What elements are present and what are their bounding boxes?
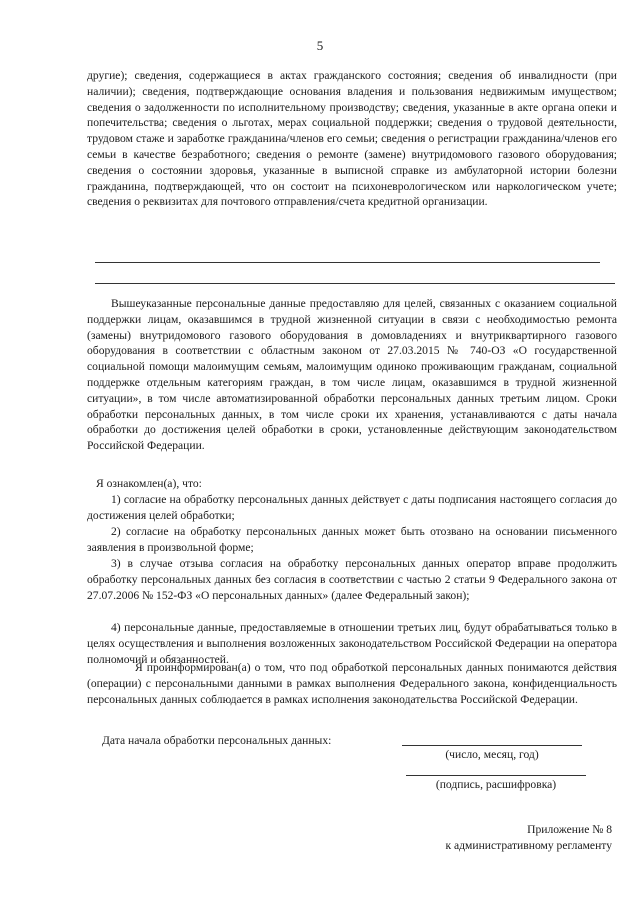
acknowledgement-item-1: 1) согласие на обработку персональных данных действует с даты подписания настоящего согласия до достижения целей обработки; <box>87 493 617 522</box>
acknowledgement-item-4: 4) персональные данные, предоставляемые в отношении третьих лиц, будут обрабатываться только в целях осуществления и выполнения возложенных законодательством Российской Федерации на оператора полномочий и обязанностей. <box>87 621 617 666</box>
informed-statement: Я проинформирован(а) о том, что под обработкой персональных данных понимаются действия (операции) с персональными данными в рамках выполнения Федерального закона, конфиденциальность персональных данных соблюдается в рамках исполнения законодательства Российской Федерации. <box>87 661 617 706</box>
appendix-reference: к административному регламенту <box>445 839 612 852</box>
acknowledgement-item-3: 3) в случае отзыва согласия на обработку персональных данных оператор вправе продолжить обработку персональных данных без согласия в соответствии с частью 2 статьи 9 Федерального закона от 27.07.2006 № 152-ФЗ «О персональных данных» (далее Федеральный закон); <box>87 557 617 602</box>
page-number: 5 <box>316 38 324 53</box>
date-field-caption: (число, месяц, год) <box>445 748 539 761</box>
acknowledgement-item-2: 2) согласие на обработку персональных данных может быть отозвано на основании письменного заявления в произвольной форме; <box>87 525 617 554</box>
purpose-paragraph: Вышеуказанные персональные данные предоставляю для целей, связанных с оказанием социальной поддержки лицам, оказавшимся в трудной жизненной ситуации в связи с необходимостью ремонта (замены) внутридомового газового оборудования в домовладениях и внутриквартирного газового оборудования в соответствии с областным законом от 27.03.2015 № 740-ОЗ «О государственной социальной помощи малоимущим семьям, малоимущим одиноко проживающим гражданам, социальной поддержке отдельным категориям граждан, в том числе лицам, оказавшимся в трудной жизненной ситуации», в том числе автоматизированной обработки персональных данных третьим лицом. Сроки обработки персональных данных, в том числе сроки их хранения, устанавливаются с даты начала обработки до достижения целей обработки в сроки, установленные действующим законодательством Российской Федерации. <box>87 297 617 453</box>
date-field-line <box>402 745 582 746</box>
processing-start-date-label: Дата начала обработки персональных данных: <box>102 734 332 747</box>
appendix-number: Приложение № 8 <box>527 823 612 836</box>
acknowledgement-title: Я ознакомлен(а), что: <box>96 477 202 490</box>
blank-line-2 <box>95 283 615 284</box>
blank-line-1 <box>95 262 600 263</box>
signature-field-line <box>406 775 586 776</box>
personal-data-list-paragraph: другие); сведения, содержащиеся в актах гражданского состояния; сведения об инвалидности (при наличии); сведения, подтверждающие основания владения и пользования недвижимым имуществом; сведения о задолженности по исполнительному производству; сведения, указанные в акте органа опеки и попечительства; сведения о льготах, мерах социальной поддержки; сведения о трудовой деятельности, трудовом стаже и заработке гражданина/членов его семьи; сведения о регистрации гражданина/членов его семьи в качестве безработного; сведения о ремонте (замене) внутридомового газового оборудования; сведения о состоянии здоровья, указанные в выписной справке из амбулаторной истории болезни гражданина, подтверждающей, что он состоит на психоневрологическом или наркологическом учете; сведения о реквизитах для почтового отправления/счета кредитной организации. <box>87 69 617 209</box>
signature-field-caption: (подпись, расшифровка) <box>435 778 557 791</box>
